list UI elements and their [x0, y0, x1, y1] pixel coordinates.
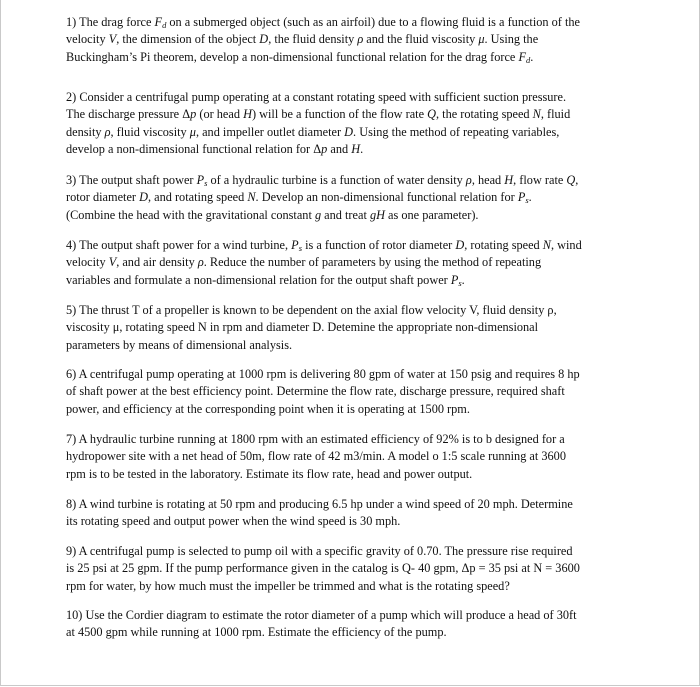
problem-1-line-2: velocity V, the dimension of the object D, the fluid density ρ and the fluid viscosity μ. Using the	[66, 32, 539, 47]
problem-10-line-1: 10) Use the Cordier diagram to estimate the rotor diameter of a pump which will produce a head of 30ft	[66, 608, 577, 622]
problem-9	[66, 543, 656, 595]
problem-7-line-1: 7) A hydraulic turbine running at 1800 rpm with an estimated efficiency of 92% is to b designed for a	[66, 432, 565, 446]
problem-6-line-2: of shaft power at the best efficiency point. Determine the flow rate, discharge pressure, required shaft	[66, 384, 565, 399]
problem-6	[66, 366, 656, 418]
problem-2	[66, 89, 656, 159]
problem-10	[66, 607, 656, 642]
problem-1	[66, 14, 656, 66]
problem-9-line-2: is 25 psi at 25 gpm. If the pump performance given in the catalog is Q- 40 gpm, Δp = 35 psi at N = 3600	[66, 561, 580, 576]
problem-5	[66, 302, 656, 354]
problem-8	[66, 496, 656, 531]
problem-2-line-3: density ρ, fluid viscosity μ, and impeller outlet diameter D. Using the method of repeating variables,	[66, 124, 560, 139]
problem-10-line-2: at 4500 gpm while running at 1000 rpm. Estimate the efficiency of the pump.	[66, 625, 447, 640]
problem-1-line-1: 1) The drag force $F_d$ on a submerged object (such as an airfoil) due to a flowing fluid is a function of the	[66, 15, 580, 30]
problem-7-line-2: hydropower site with a net head of 50m, flow rate of 42 m3/min. A model o 1:5 scale running at 3600	[66, 449, 566, 464]
problem-3-line-1: 3) The output shaft power $P_s$ of a hydraulic turbine is a function of water density ρ, head H, flow rate Q,	[66, 173, 579, 188]
problem-5-line-1: 5) The thrust T of a propeller is known to be dependent on the axial flow velocity V, fluid density ρ,	[66, 303, 557, 317]
problem-2-line-1: 2) Consider a centrifugal pump operating at a constant rotating speed with sufficient suction pressure.	[66, 90, 567, 104]
problem-7-line-3: rpm is to be tested in the laboratory. Estimate its flow rate, head and power output.	[66, 466, 473, 481]
problem-3	[66, 172, 656, 224]
problem-4	[66, 237, 656, 289]
problem-4-line-2: velocity V, and air density ρ. Reduce the number of parameters by using the method of repeating	[66, 255, 542, 270]
problem-3-line-3: (Combine the head with the gravitational constant g and treat gH as one parameter).	[66, 207, 479, 222]
problem-6-line-3: power, and efficiency at the corresponding point when it is operating at 1500 rpm.	[66, 401, 470, 416]
problem-9-line-1: 9) A centrifugal pump is selected to pump oil with a specific gravity of 0.70. The pressure rise required	[66, 544, 573, 558]
problem-7	[66, 431, 656, 483]
problem-5-line-2: viscosity μ, rotating speed N in rpm and diameter D. Detemine the appropriate non-dimensional	[66, 320, 539, 335]
problem-3-line-2: rotor diameter D, and rotating speed N. Develop an non-dimensional functional relation for $P_s$.	[66, 190, 532, 206]
problem-8-line-1: 8) A wind turbine is rotating at 50 rpm and producing 6.5 hp under a wind speed of 20 mph. Determine	[66, 497, 573, 511]
problem-4-line-3: variables and formulate a non-dimensional relation for the output shaft power $P_s$.	[66, 272, 465, 288]
problem-2-line-4: develop a non-dimensional functional relation for Δp and H.	[66, 142, 364, 157]
problem-2-line-2: The discharge pressure Δp (or head H) will be a function of the flow rate Q, the rotating speed N, fluid	[66, 107, 571, 122]
problem-6-line-1: 6) A centrifugal pump operating at 1000 rpm is delivering 80 gpm of water at 150 psig and requires 8 hp	[66, 367, 580, 381]
problem-5-line-3: parameters by means of dimensional analysis.	[66, 337, 293, 352]
problem-1-line-3: Buckingham’s Pi theorem, develop a non-dimensional functional relation for the drag force $F_d$.	[66, 49, 534, 65]
problem-8-line-2: its rotating speed and output power when the wind speed is 30 mph.	[66, 514, 401, 529]
problem-4-line-1: 4) The output shaft power for a wind turbine, $P_s$ is a function of rotor diameter D, rotating speed N, wind	[66, 238, 582, 253]
problem-9-line-3: rpm for water, by how much must the impeller be trimmed and what is the rotating speed?	[66, 578, 510, 593]
